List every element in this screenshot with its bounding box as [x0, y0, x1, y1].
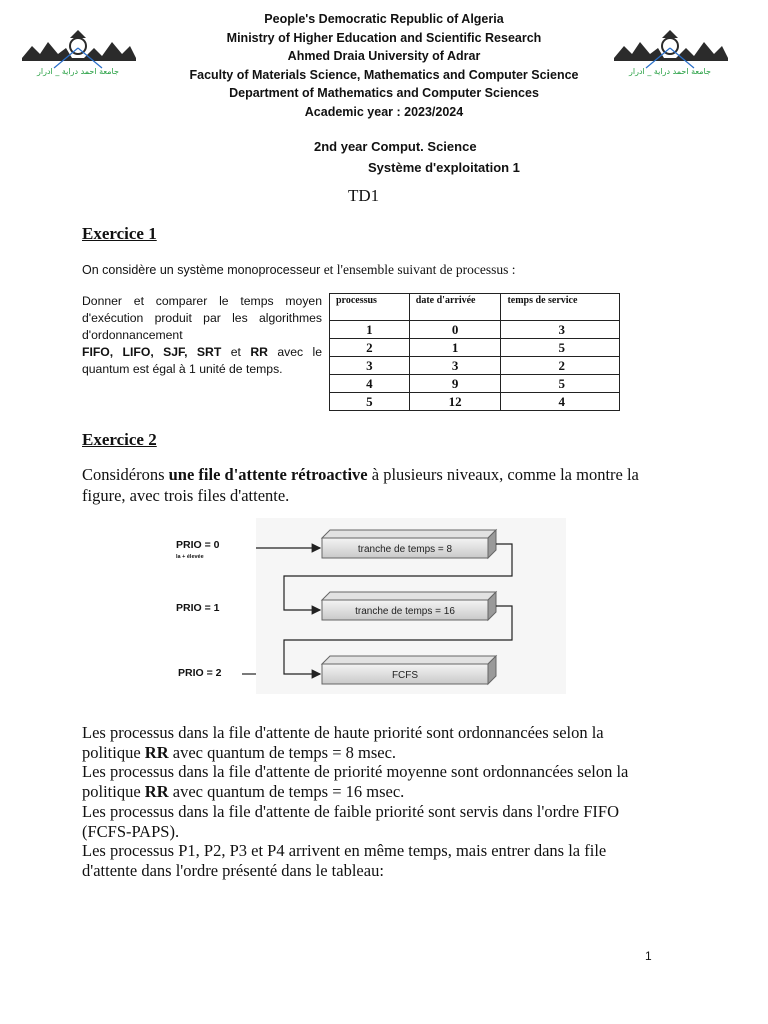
table-cell: 1 — [409, 339, 501, 357]
logo-caption: جامعة احمد دراية _ ادرار — [629, 67, 711, 76]
queue-bar — [322, 656, 496, 684]
header-line: Ministry of Higher Education and Scientific Research — [226, 30, 542, 45]
table-cell: 0 — [409, 321, 501, 339]
text-span: Les processus dans la file d'attente de haute priorité sont ordonnancées selon la politique — [82, 723, 604, 762]
intro-part-b: et l'ensemble suivant de processus : — [320, 262, 516, 277]
policy-line: Les processus P1, P2, P3 et P4 arrivent en même temps, mais entrer dans la file d'attente dans l'ordre présenté dans le tableau: — [82, 841, 607, 880]
intro-emphasis: une file d'attente rétroactive — [168, 465, 368, 484]
table-header-row — [330, 294, 620, 321]
intro-part-a: Considérons — [82, 465, 169, 484]
table-cell: 3 — [330, 357, 410, 375]
queue-label: tranche de temps = 16 — [355, 606, 455, 617]
multilevel-queue-diagram — [172, 518, 566, 694]
queue-label: FCFS — [391, 670, 419, 681]
table-row — [330, 357, 620, 375]
exercise2-title: Exercice 2 — [82, 430, 157, 449]
table-cell: 3 — [409, 357, 501, 375]
table-cell: 9 — [409, 375, 501, 393]
header-line: Faculty of Materials Science, Mathematics and Computer Science — [189, 67, 579, 82]
table-cell: 5 — [501, 339, 620, 357]
page-number: 1 — [645, 949, 652, 963]
table-cell: 2 — [330, 339, 410, 357]
policy-line — [82, 762, 648, 801]
intro-part-a: On considère un système monoprocesseur — [82, 263, 321, 277]
policy-line: Les processus dans la file d'attente de faible priorité sont servis dans l'ordre FIFO (FCFS-PAPS). — [82, 801, 620, 841]
text-span: avec quantum de temps = 16 msec. — [168, 782, 405, 802]
rr-label: RR — [144, 782, 169, 802]
exercise1-intro — [82, 262, 515, 278]
table-header: temps de service — [501, 294, 620, 321]
exercise2-intro — [82, 464, 642, 506]
question-part-c: avec le quantum est égal à 1 unité de temps. — [82, 345, 323, 376]
exercise1-question — [82, 293, 322, 378]
university-logo-left — [14, 28, 142, 78]
table-header: date d'arrivée — [409, 294, 501, 321]
course-level: 2nd year Comput. Science — [314, 139, 477, 154]
question-part-a: Donner et comparer le temps moyen d'exécution produit par les algorithmes d'ordonnancement — [82, 294, 322, 342]
text-span: Les processus dans la file d'attente de priorité moyenne sont ordonnancées selon la politique — [82, 762, 629, 802]
queue-bar — [322, 592, 496, 620]
rr-label: RR — [250, 345, 268, 359]
table-header: processus — [330, 294, 410, 321]
prio-sublabel: la + élevée — [176, 554, 204, 560]
header-line: People's Democratic Republic of Algeria — [264, 12, 504, 26]
table-cell: 3 — [501, 321, 620, 339]
header-line: Academic year : 2023/2024 — [304, 104, 464, 119]
process-table — [329, 293, 620, 411]
queue-label: tranche de temps = 8 — [357, 544, 453, 555]
intro-part-c: à plusieurs niveaux, comme la montre la figure, avec trois files d'attente. — [82, 465, 639, 505]
prio-label: PRIO = 0 — [176, 539, 220, 551]
prio-label: PRIO = 2 — [178, 667, 222, 679]
algorithms-list: FIFO, LIFO, SJF, SRT — [82, 345, 222, 359]
rr-label: RR — [144, 742, 169, 762]
institution-header — [150, 10, 618, 122]
table-cell: 2 — [501, 357, 620, 375]
table-row — [330, 321, 620, 339]
queue-bar — [322, 530, 496, 558]
question-part-b: et — [221, 345, 251, 359]
table-cell: 12 — [409, 393, 501, 411]
table-cell: 4 — [330, 375, 410, 393]
text-span: avec quantum de temps = 8 msec. — [168, 742, 397, 762]
header-line: Ahmed Draia University of Adrar — [287, 49, 481, 64]
table-cell: 5 — [330, 393, 410, 411]
table-cell: 5 — [501, 375, 620, 393]
course-subject: Système d'exploitation 1 — [368, 160, 520, 175]
table-row — [330, 375, 620, 393]
policy-line — [82, 723, 648, 762]
university-logo-right — [606, 28, 734, 78]
td-title: TD1 — [348, 186, 380, 205]
logo-caption: جامعة احمد دراية _ ادرار — [37, 67, 119, 76]
exercise2-description — [82, 723, 648, 881]
table-row — [330, 393, 620, 411]
table-cell: 4 — [501, 393, 620, 411]
table-cell: 1 — [330, 321, 410, 339]
table-row — [330, 339, 620, 357]
header-line: Department of Mathematics and Computer Sciences — [229, 86, 539, 101]
exercise1-title: Exercice 1 — [82, 224, 157, 243]
prio-label: PRIO = 1 — [176, 602, 220, 614]
